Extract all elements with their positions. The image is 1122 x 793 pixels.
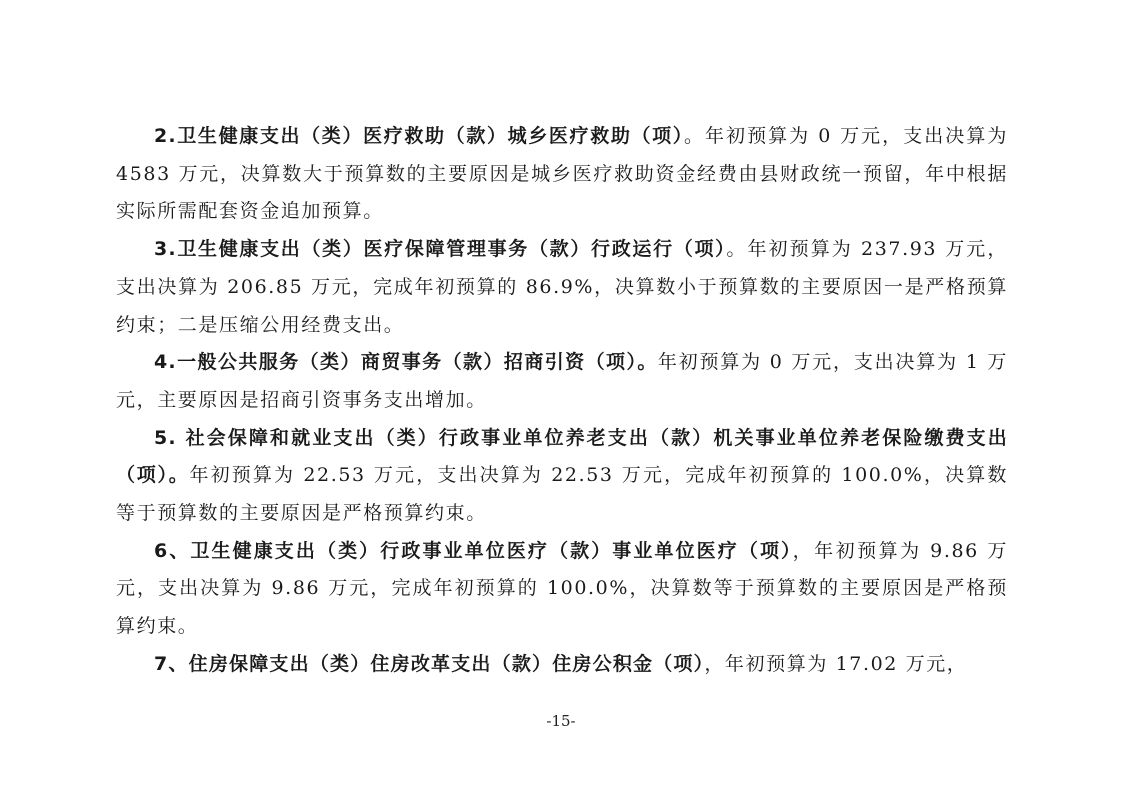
paragraph-text: 年初预算为 0 万元，支出决算为 1 万元，主要原因是招商引资事务支出增加。 [116,351,1008,411]
paragraph-heading: 4.一般公共服务（类）商贸事务（款）招商引资（项）。 [154,351,658,374]
paragraph-text: 。年初预算为 237.93 万元，支出决算为 206.85 万元，完成年初预算的 86.9%，决算数小于预算数的主要原因一是严格预算约束；二是压缩公用经费支出。 [116,238,1008,336]
paragraph-item-7 [116,646,1008,684]
paragraph-item-2 [116,118,1008,231]
paragraph-item-3 [116,231,1008,344]
document-body [116,118,1008,684]
paragraph-text: 。年初预算为 0 万元，支出决算为 4583 万元，决算数大于预算数的主要原因是城乡医疗救助资金经费由县财政统一预留，年中根据实际所需配套资金追加预算。 [116,125,1008,223]
paragraph-heading: 6、卫生健康支出（类）行政事业单位医疗（款）事业单位医疗（项） [154,539,793,562]
paragraph-text: 年初预算为 22.53 万元，支出决算为 22.53 万元，完成年初预算的 100.0%，决算数等于预算数的主要原因是严格预算约束。 [116,464,1008,525]
paragraph-item-4 [116,344,1008,419]
paragraph-heading: 3.卫生健康支出（类）医疗保障管理事务（款）行政运行（项） [154,238,727,261]
paragraph-text: ，年初预算为 17.02 万元， [704,652,968,675]
paragraph-item-6 [116,533,1008,646]
paragraph-text: ，年初预算为 9.86 万元，支出决算为 9.86 万元，完成年初预算的 100.0%，决算数等于预算数的主要原因是严格预算约束。 [116,539,1008,638]
paragraph-item-5 [116,420,1008,533]
paragraph-heading: 5. 社会保障和就业支出（类）行政事业单位养老支出（款）机关事业单位养老保险缴费支出（项）。 [116,426,1008,487]
page-number: -15- [546,712,576,730]
paragraph-heading: 2.卫生健康支出（类）医疗救助（款）城乡医疗救助（项） [154,125,684,147]
paragraph-heading: 7、住房保障支出（类）住房改革支出（款）住房公积金（项） [154,652,705,675]
